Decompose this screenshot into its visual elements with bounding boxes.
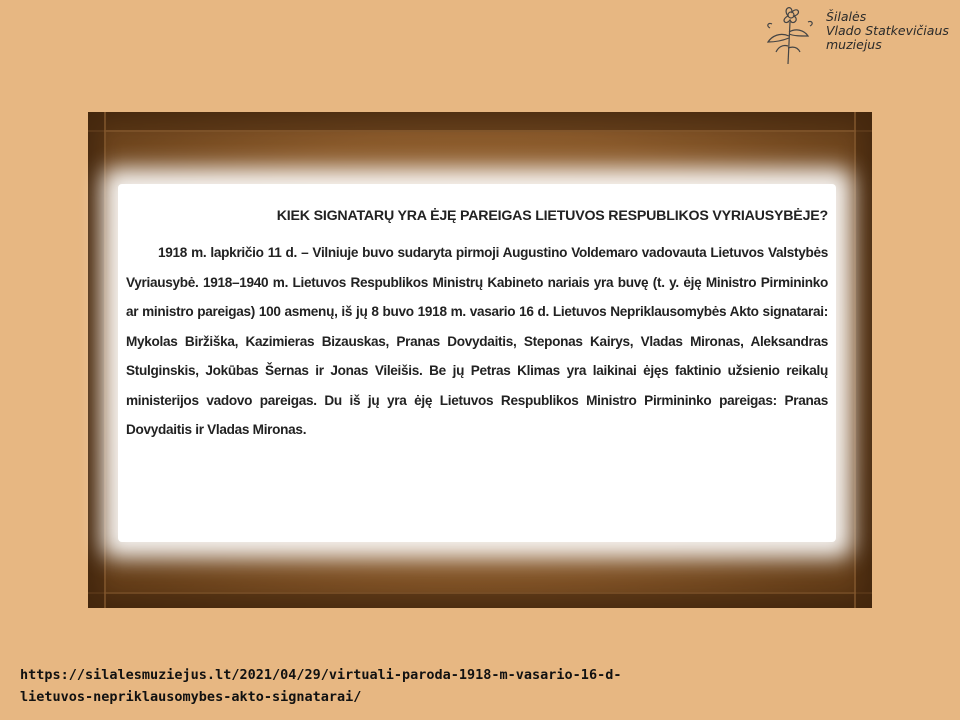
- logo-text: [826, 10, 949, 52]
- museum-logo: [758, 2, 958, 68]
- frame-border-bottom: [88, 592, 872, 608]
- logo-line-2: Vlado Statkevičiaus: [826, 23, 949, 38]
- source-link[interactable]: [20, 664, 740, 708]
- wooden-frame: [88, 112, 872, 608]
- logo-line-3: muziejus: [826, 37, 882, 52]
- document-title: KIEK SIGNATARŲ YRA ĖJĘ PAREIGAS LIETUVOS RESPUBLIKOS VYRIAUSYBĖJE?: [276, 208, 828, 224]
- frame-border-left: [88, 112, 106, 608]
- source-link-line-1[interactable]: https://silalesmuziejus.lt/2021/04/29/virtuali-paroda-1918-m-vasario-16-d-: [20, 667, 622, 683]
- flower-emblem-icon: [758, 2, 822, 68]
- document-paragraph: 1918 m. lapkričio 11 d. – Vilniuje buvo sudaryta pirmoji Augustino Voldemaro vadovauta Lietuvos Valstybės Vyriausybė. 1918–1940 m. Lietuvos Respublikos Ministrų Kabineto nariais yra buvę (t. y. ėję Ministro Pirmininko ar ministro pareigas) 100 asmenų, iš jų 8 buvo 1918 m. vasario 16 d. Lietuvos Nepriklausomybės Akto signatarai: Mykolas Biržiška, Kazimieras Bizauskas, Pranas Dovydaitis, Steponas Kairys, Vladas Mironas, Aleksandras Stulginskis, Jokūbas Šernas ir Jonas Vileišis. Be jų Petras Klimas yra laikinai ėjęs faktinio užsienio reikalų ministerijos vadovo pareigas. Du iš jų yra ėję Lietuvos Respublikos Ministro Pirmininko pareigas: Pranas Dovydaitis ir Vladas Mironas.: [126, 245, 828, 437]
- source-link-line-2[interactable]: lietuvos-nepriklausomybes-akto-signatarai/: [20, 689, 362, 705]
- frame-border-right: [854, 112, 872, 608]
- frame-border-top: [88, 112, 872, 132]
- document-panel: [118, 184, 836, 542]
- logo-line-1: Šilalės: [826, 9, 867, 24]
